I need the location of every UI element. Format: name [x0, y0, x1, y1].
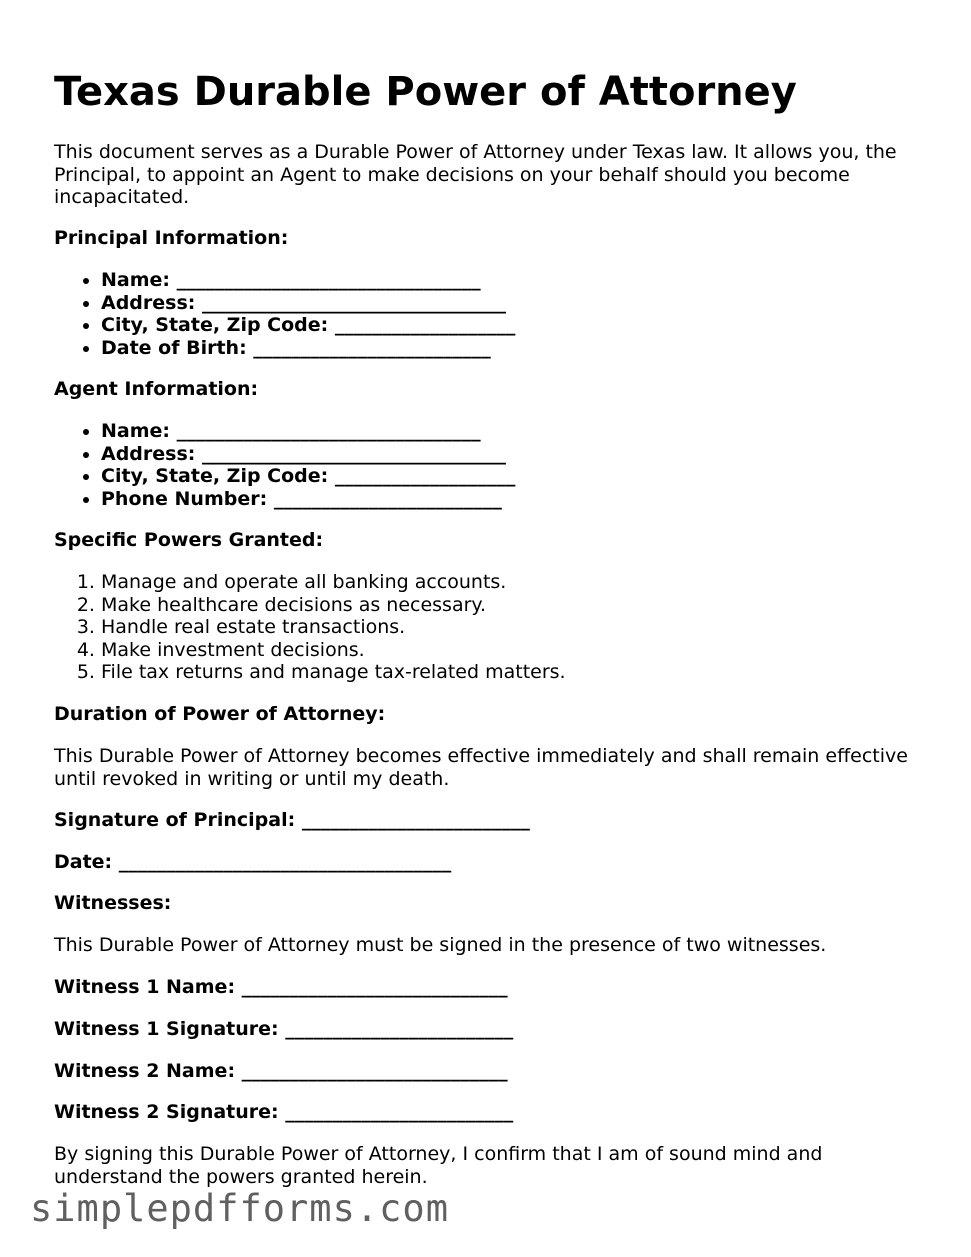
document-title: Texas Durable Power of Attorney — [54, 69, 797, 115]
power-item: 3. Handle real estate transactions. — [101, 616, 566, 639]
principal-heading: Principal Information: — [54, 227, 289, 249]
power-item: 5. File tax returns and manage tax-related matters. — [101, 661, 566, 684]
witness-1-signature-field[interactable]: Witness 1 Signature: ________________________ — [54, 1018, 514, 1040]
power-item: 4. Make investment decisions. — [101, 639, 566, 662]
agent-phone-number-field[interactable]: • Phone Number: ________________________ — [101, 488, 515, 511]
witness-2-signature-field[interactable]: Witness 2 Signature: ________________________ — [54, 1101, 514, 1123]
agent-name-field[interactable]: • Name: ________________________________ — [101, 420, 515, 443]
principal-name-field[interactable]: • Name: ________________________________ — [101, 269, 515, 292]
date-field[interactable]: Date: ___________________________________ — [54, 851, 452, 873]
duration-heading: Duration of Power of Attorney: — [54, 703, 386, 725]
intro-paragraph: This document serves as a Durable Power of Attorney under Texas law. It allows you, the Principal, to appoint an Agent to make decisions on your behalf should you become incapacitated. — [54, 141, 897, 208]
powers-heading: Specific Powers Granted: — [54, 529, 324, 551]
principal-city-state-zip-field[interactable]: • City, State, Zip Code: ___________________ — [101, 314, 515, 337]
principal-date-of-birth-field[interactable]: • Date of Birth: _________________________ — [101, 337, 515, 360]
powers-list — [54, 571, 566, 684]
agent-fields — [54, 420, 515, 510]
agent-heading: Agent Information: — [54, 378, 259, 400]
principal-fields — [54, 269, 515, 359]
agent-address-field[interactable]: • Address: ________________________________ — [101, 443, 515, 466]
principal-address-field[interactable]: • Address: ________________________________ — [101, 292, 515, 315]
duration-paragraph: This Durable Power of Attorney becomes effective immediately and shall remain effective until revoked in writing or until my death. — [54, 745, 908, 790]
witness-2-name-field[interactable]: Witness 2 Name: ____________________________ — [54, 1060, 508, 1082]
principal-signature-field[interactable]: Signature of Principal: ________________________ — [54, 809, 530, 831]
witnesses-heading: Witnesses: — [54, 892, 172, 914]
closing-paragraph: By signing this Durable Power of Attorney, I confirm that I am of sound mind and understand the powers granted herein. — [54, 1143, 823, 1188]
agent-city-state-zip-field[interactable]: • City, State, Zip Code: ___________________ — [101, 465, 515, 488]
power-item: 2. Make healthcare decisions as necessary. — [101, 594, 566, 617]
witnesses-paragraph: This Durable Power of Attorney must be signed in the presence of two witnesses. — [54, 934, 827, 956]
watermark: simplepdfforms.com — [30, 1187, 449, 1230]
witness-1-name-field[interactable]: Witness 1 Name: ____________________________ — [54, 976, 508, 998]
power-item: 1. Manage and operate all banking accounts. — [101, 571, 566, 594]
